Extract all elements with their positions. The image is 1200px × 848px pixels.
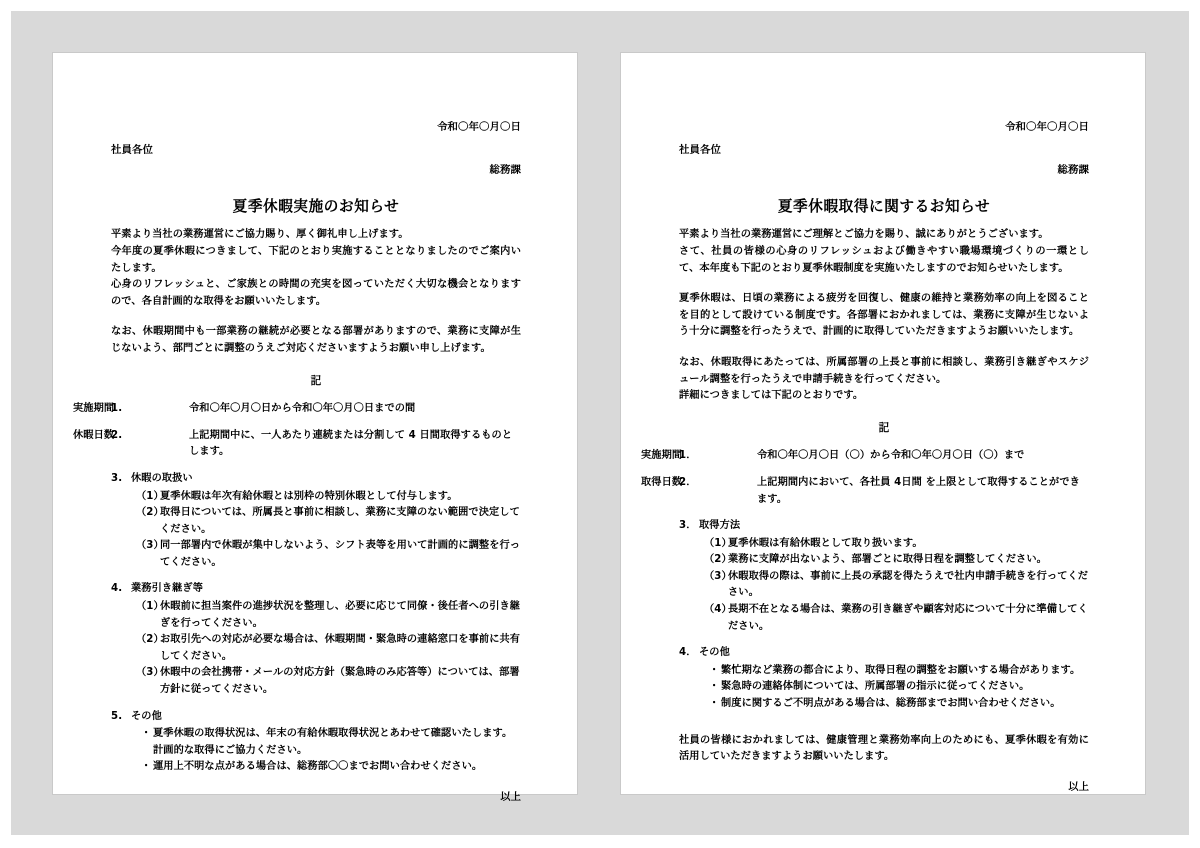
- sub-list-item: [136, 538, 521, 571]
- document-closing: 以上: [500, 792, 521, 803]
- sub-item-marker: （4）: [704, 604, 732, 616]
- sub-item-list: [131, 489, 521, 572]
- item-number: 1．: [679, 450, 697, 462]
- sub-item-marker: （2）: [136, 634, 164, 646]
- bullet-marker: ・: [141, 728, 152, 740]
- document-addressee: 社員各位: [679, 143, 721, 156]
- item-text: 上記期間内において、各社員 4日間 を上限として取得することができます。: [757, 476, 1080, 505]
- document-body-left: [73, 119, 521, 807]
- sub-list-item: [704, 552, 1089, 569]
- sub-list-item: [704, 536, 1089, 553]
- document-page-right[interactable]: [620, 52, 1146, 795]
- item-number: 4.: [111, 583, 123, 595]
- item-term: 取得日数: [641, 476, 683, 488]
- document-title: 夏季休暇取得に関するお知らせ: [777, 197, 991, 215]
- list-item: [111, 581, 521, 698]
- document-body-right: [641, 119, 1089, 796]
- item-heading: 休暇の取扱い: [131, 472, 193, 484]
- note-paragraph-2: 詳細につきましては下記のとおりです。: [679, 390, 864, 402]
- item-heading: その他: [699, 647, 730, 659]
- bullet-marker: ・: [709, 681, 720, 693]
- note-paragraph: なお、休暇期間中も一部業務の継続が必要となる部署がありますので、業務に支障が生じないよう、部門ごとに調整のうえご対応くださいますようお願い申し上げます。: [111, 326, 521, 354]
- bullet-list: [699, 663, 1089, 713]
- bullet-text: 夏季休暇の取得状況は、年末の有給休暇取得状況とあわせて確認いたします。計画的な取得にご協力ください。: [153, 728, 513, 756]
- sub-item-text: 長期不在となる場合は、業務の引き継ぎや顧客対応について十分に準備してください。: [728, 604, 1088, 632]
- sub-item-marker: （3）: [136, 540, 164, 552]
- bullet-list-item: [141, 759, 521, 776]
- sub-list-item: [136, 632, 521, 665]
- bullet-list-item: [709, 696, 1089, 713]
- bullet-text: 制度に関するご不明点がある場合は、総務部までお問い合わせください。: [721, 698, 1061, 710]
- item-text: 令和〇年〇月〇日（〇）から令和〇年〇月〇日（〇）まで: [757, 450, 1025, 462]
- bullet-text: 運用上不明な点がある場合は、総務部〇〇までお問い合わせください。: [153, 761, 483, 773]
- item-heading: 取得方法: [699, 520, 741, 532]
- sub-item-text: 休暇中の会社携帯・メールの対応方針（緊急時のみ応答等）については、部署方針に従ってください。: [160, 667, 520, 696]
- ki-marker: 記: [310, 374, 322, 387]
- bullet-text: 緊急時の連絡体制については、所属部署の指示に従ってください。: [721, 681, 1030, 693]
- sub-item-text: お取引先への対応が必要な場合は、休暇期間・緊急時の連絡窓口を事前に共有してください。: [160, 634, 521, 662]
- intro-paragraph-2: さて、社員の皆様の心身のリフレッシュおよび働きやすい職場環境づくりの一環として、本年度も下記のとおり夏季休暇制度を実施いたしますのでお知らせいたします。: [679, 245, 1089, 274]
- sub-item-marker: （1）: [704, 537, 732, 549]
- bullet-marker: ・: [709, 664, 720, 676]
- sub-item-text: 同一部署内で休暇が集中しないよう、シフト表等を用いて計画的に調整を行ってください。: [160, 540, 521, 568]
- sub-item-text: 夏季休暇は有給休暇として取り扱います。: [728, 537, 923, 549]
- sub-item-text: 夏季休暇は年次有給休暇とは別枠の特別休暇として付与します。: [160, 490, 458, 502]
- document-closing: 以上: [1068, 781, 1089, 793]
- bullet-marker: ・: [709, 698, 720, 710]
- sub-item-text: 休暇前に担当案件の進捗状況を整理し、必要に応じて同僚・後任者への引き継ぎを行ってください。: [160, 601, 521, 629]
- item-content: [73, 428, 521, 461]
- item-number: 4．: [679, 647, 697, 659]
- item-heading: その他: [131, 710, 162, 722]
- item-number: 3.: [111, 472, 123, 484]
- bullet-list-item: [709, 663, 1089, 680]
- intro-paragraph-3: 心身のリフレッシュと、ご家族との時間の充実を図っていただく大切な機会となりますので、各自計画的な取得をお願いいたします。: [111, 279, 521, 307]
- ki-marker: 記: [878, 421, 890, 434]
- document-workspace: [11, 11, 1189, 835]
- item-heading: 業務引き継ぎ等: [131, 583, 204, 595]
- intro-paragraph-1: 平素より当社の業務運営にご協力賜り、厚く御礼申し上げます。: [111, 229, 409, 241]
- final-paragraph: 社員の皆様におかれましては、健康管理と業務効率向上のためにも、夏季休暇を有効に活用していただきますようお願いいたします。: [679, 734, 1089, 763]
- item-content: [641, 475, 1089, 508]
- sub-list-item: [704, 602, 1089, 635]
- numbered-item-list: [641, 448, 1089, 712]
- numbered-item-list: [73, 401, 521, 776]
- document-date: 令和〇年〇月〇日: [1005, 121, 1089, 133]
- item-term: 休暇日数: [73, 429, 115, 441]
- document-issuer: 総務課: [1057, 164, 1089, 177]
- bullet-list-item: [709, 679, 1089, 696]
- item-term: 実施期間: [73, 403, 115, 415]
- document-date: 令和〇年〇月〇日: [437, 121, 521, 133]
- document-issuer: 総務課: [489, 164, 521, 177]
- sub-item-text: 業務に支障が出ないよう、部署ごとに取得日程を調整してください。: [728, 554, 1047, 566]
- list-item: [641, 448, 1089, 465]
- sub-item-marker: （1）: [136, 490, 164, 502]
- sub-item-marker: （3）: [704, 570, 732, 582]
- note-paragraph-1: なお、休暇取得にあたっては、所属部署の上長と事前に相談し、業務引き継ぎやスケジュール調整を行ったうえで申請手続きを行ってください。: [679, 356, 1089, 385]
- sub-list-item: [136, 489, 521, 506]
- list-item: [73, 401, 521, 418]
- item-text: 上記期間中に、一人あたり連続または分割して 4 日間取得するものとします。: [189, 429, 513, 458]
- list-item: [679, 518, 1089, 635]
- item-content: [641, 448, 1089, 465]
- list-item: [73, 428, 521, 461]
- bullet-list-item: [141, 726, 521, 759]
- item-term: 実施期間: [641, 450, 683, 462]
- sub-list-item: [136, 665, 521, 698]
- intro-paragraph-1: 平素より当社の業務運営にご理解とご協力を賜り、誠にありがとうございます。: [679, 229, 1049, 241]
- sub-item-marker: （2）: [136, 507, 164, 519]
- sub-item-text: 取得日については、所属長と事前に相談し、業務に支障のない範囲で決定してください。: [160, 507, 520, 535]
- bullet-marker: ・: [141, 761, 152, 773]
- bullet-list: [131, 726, 521, 776]
- item-text: 令和〇年〇月〇日から令和〇年〇月〇日までの間: [189, 403, 416, 415]
- bullet-text: 繁忙期など業務の都合により、取得日程の調整をお願いする場合があります。: [721, 664, 1081, 676]
- list-item: [111, 471, 521, 572]
- sub-list-item: [704, 569, 1089, 602]
- list-item: [641, 475, 1089, 508]
- document-page-left[interactable]: [52, 52, 578, 803]
- document-addressee: 社員各位: [111, 143, 153, 156]
- intro-paragraph-2: 今年度の夏季休暇につきまして、下記のとおり実施することとなりましたのでご案内いたします。: [111, 245, 521, 274]
- item-content: [73, 401, 521, 418]
- sub-item-marker: （1）: [136, 601, 164, 613]
- sub-item-list: [699, 536, 1089, 636]
- item-number: 2.: [111, 429, 123, 441]
- sub-item-text: 休暇取得の際は、事前に上長の承認を得たうえで社内申請手続きを行ってください。: [728, 570, 1089, 599]
- list-item: [111, 709, 521, 776]
- item-number: 1.: [111, 403, 123, 415]
- sub-list-item: [136, 505, 521, 538]
- body-paragraph: 夏季休暇は、日頃の業務による疲労を回復し、健康の維持と業務効率の向上を図ることを目的として設けている制度です。各部署におかれましては、業務に支障が生じないよう十分に調整を行ったうえで、計画的に取得していただきますようお願いいたします。: [679, 293, 1089, 338]
- sub-item-marker: （3）: [136, 667, 164, 679]
- sub-item-marker: （2）: [704, 554, 732, 566]
- item-number: 5.: [111, 710, 123, 722]
- item-number: 2．: [679, 476, 697, 488]
- item-number: 3．: [679, 520, 697, 532]
- sub-list-item: [136, 599, 521, 632]
- list-item: [679, 645, 1089, 712]
- document-title: 夏季休暇実施のお知らせ: [232, 197, 400, 215]
- sub-item-list: [131, 599, 521, 699]
